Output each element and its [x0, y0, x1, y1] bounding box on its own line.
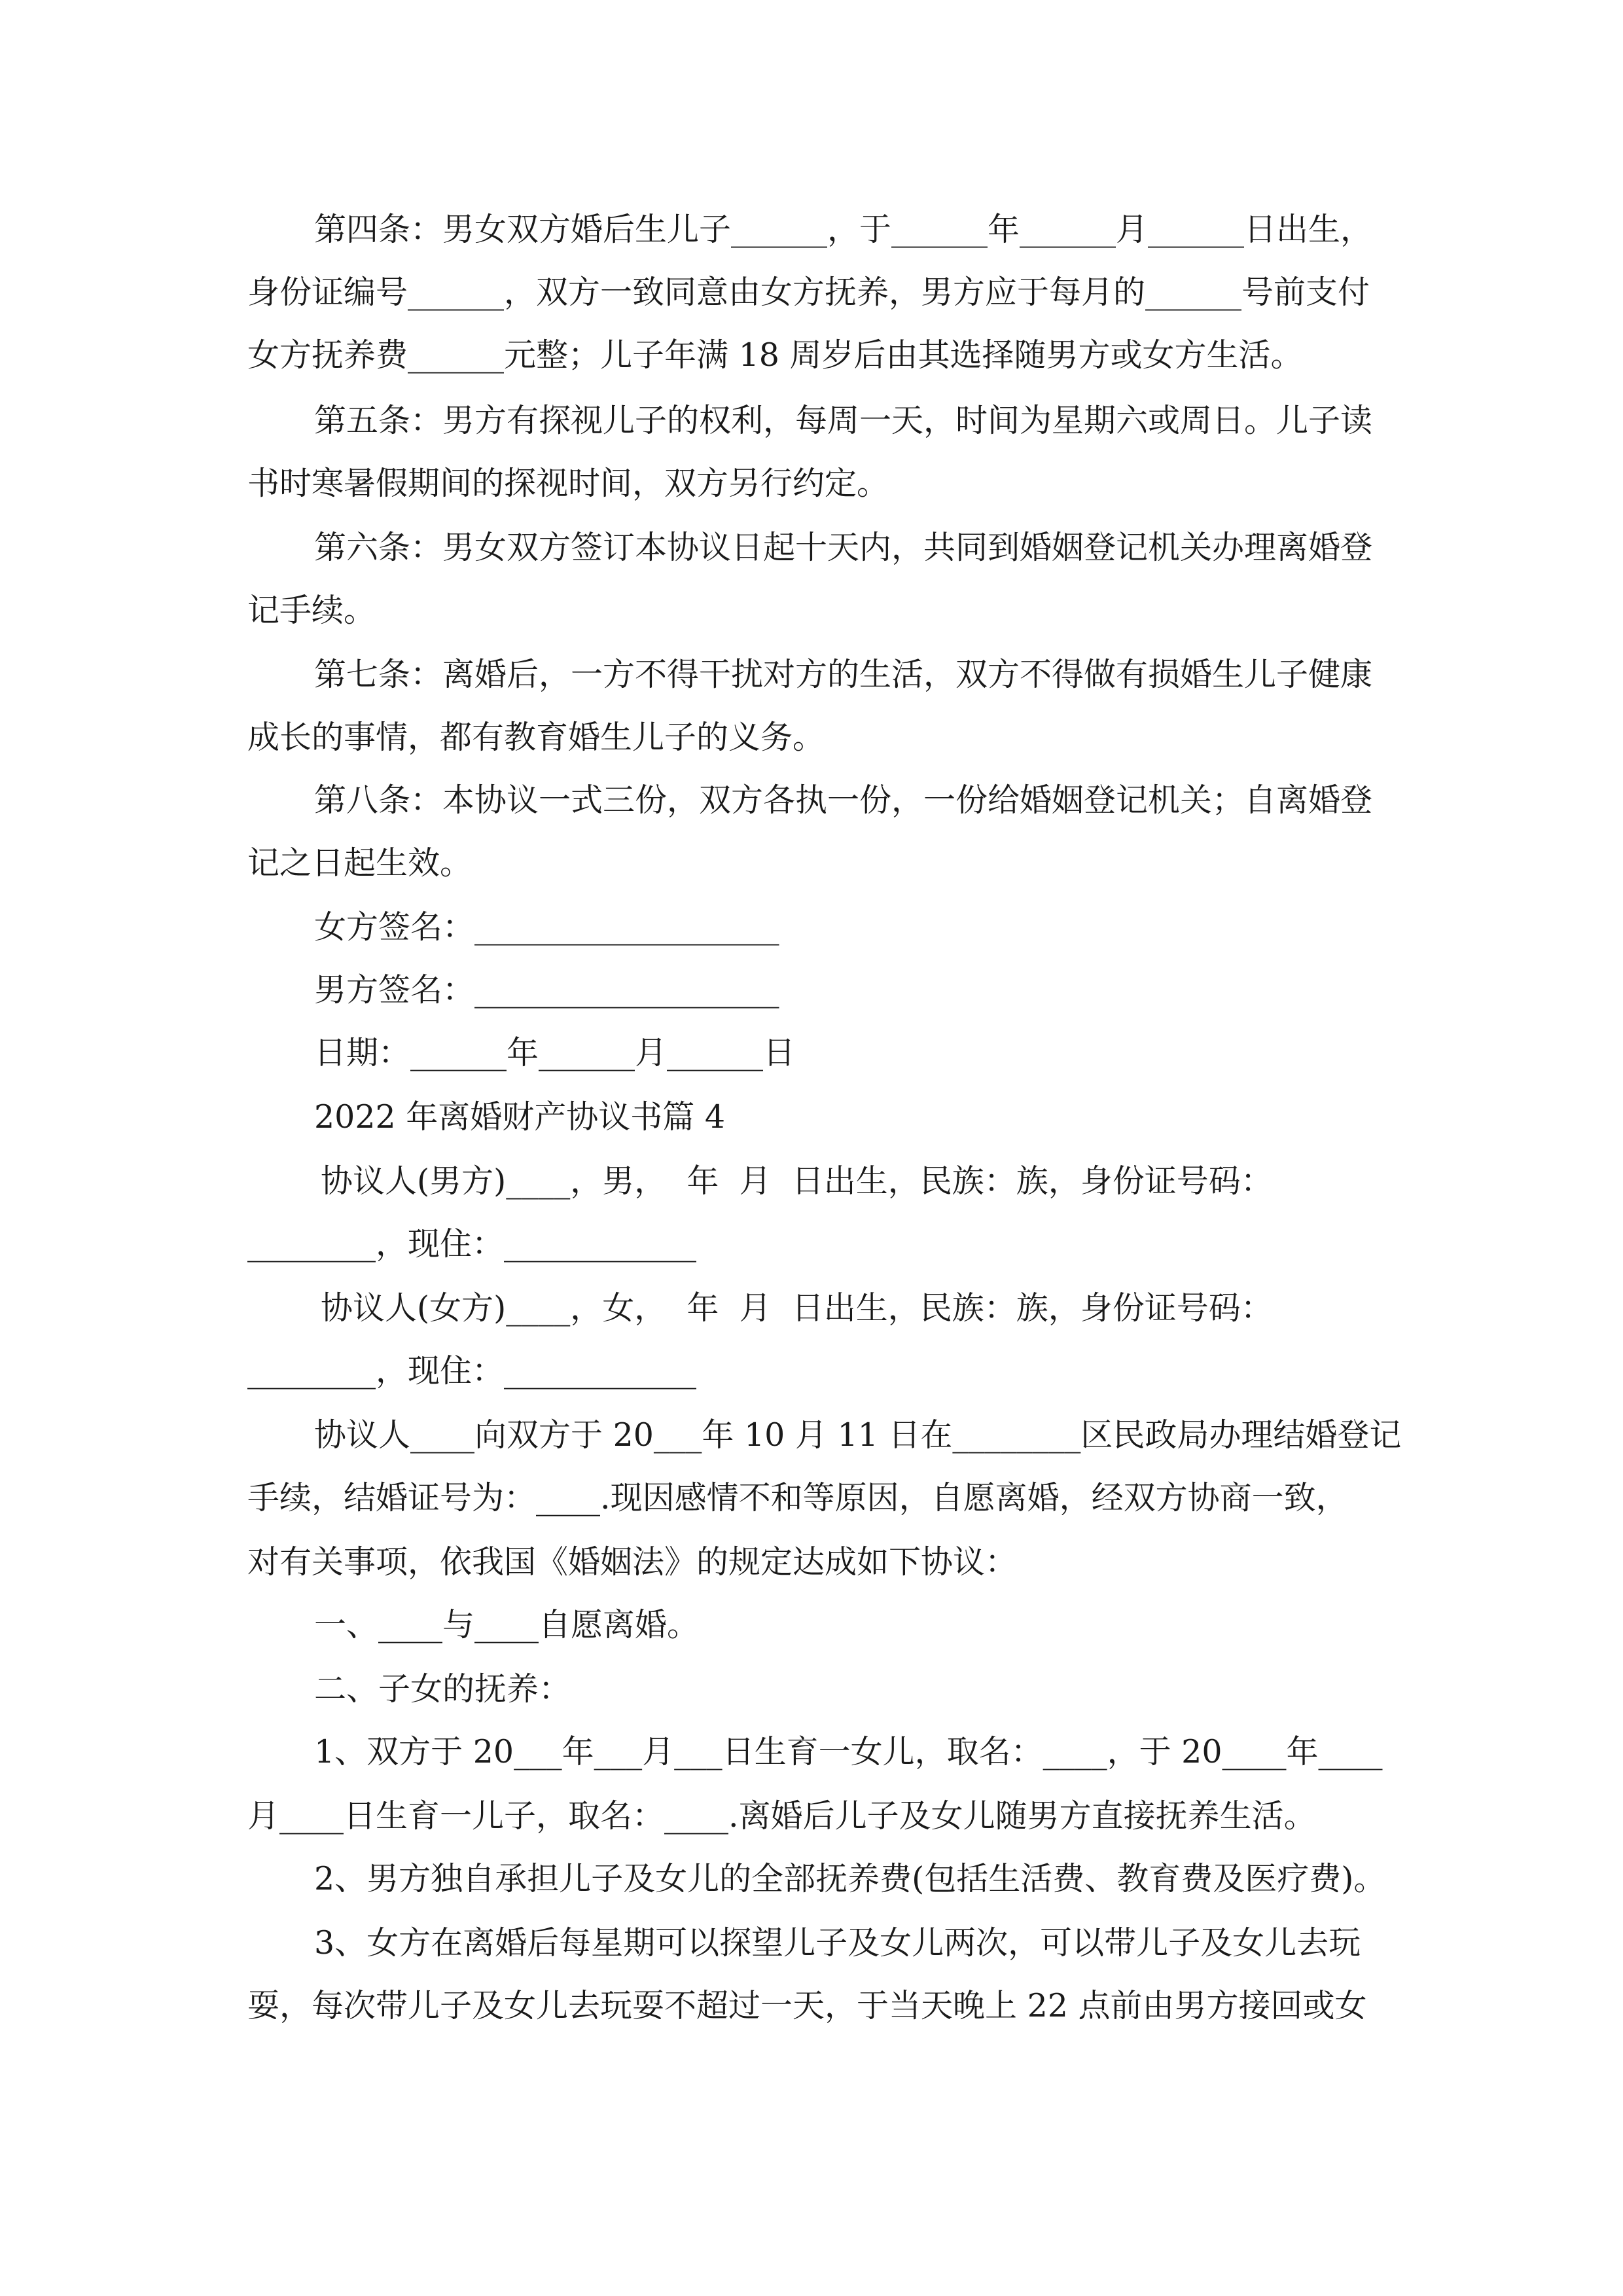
custody-3-line-1: 3、女方在离婚后每星期可以探望儿子及女儿两次，可以带儿子及女儿去玩	[314, 1924, 1361, 1962]
custody-3-line-2: 耍，每次带儿子及女儿去玩耍不超过一天，于当天晚上 22 点前由男方接回或女	[247, 1987, 1367, 2024]
custody-1-line-1: 1、双方于 20___年___月___日生育一女儿，取名：____，于 20____年____	[314, 1733, 1383, 1770]
custody-2-line-1: 2、男方独自承担儿子及女儿的全部抚养费(包括生活费、教育费及医疗费)。	[314, 1860, 1386, 1897]
clause-5-line-1: 第五条：男方有探视儿子的权利，每周一天，时间为星期六或周日。儿子读	[314, 402, 1373, 439]
section-title: 2022 年离婚财产协议书篇 4	[314, 1098, 726, 1136]
female-signature-line: 女方签名：___________________	[314, 908, 779, 946]
clause-6-line-1: 第六条：男女双方签订本协议日起十天内，共同到婚姻登记机关办理离婚登	[314, 529, 1373, 566]
clause-8-line-1: 第八条：本协议一式三份，双方各执一份，一份给婚姻登记机关；自离婚登	[314, 781, 1373, 819]
date-line: 日期：______年______月______日	[314, 1034, 796, 1071]
item-2-heading: 二、子女的抚养：	[314, 1670, 571, 1708]
clause-8-line-2: 记之日起生效。	[247, 844, 473, 882]
clause-7-line-2: 成长的事情，都有教育婚生儿子的义务。	[247, 719, 825, 756]
custody-1-line-2: 月____日生育一儿子，取名：____.离婚后儿子及女儿随男方直接抚养生活。	[247, 1797, 1316, 1835]
clause-4-line-1: 第四条：男女双方婚后生儿子______，于______年______月______日出生，	[314, 211, 1373, 248]
clause-4-line-2: 身份证编号______，双方一致同意由女方抚养，男方应于每月的______号前支付	[247, 274, 1370, 311]
clause-6-line-2: 记手续。	[247, 592, 376, 629]
item-1-divorce: 一、____与____自愿离婚。	[314, 1606, 700, 1643]
clause-7-line-1: 第七条：离婚后，一方不得干扰对方的生活，双方不得做有损婚生儿子健康	[314, 656, 1373, 693]
party-female-line-1: 协议人(女方)____，女， 年 月 日出生，民族：族，身份证号码：	[321, 1289, 1273, 1327]
party-male-line-2: ________，现住：____________	[247, 1225, 697, 1263]
clause-5-line-2: 书时寒暑假期间的探视时间，双方另行约定。	[247, 465, 889, 502]
clause-4-line-3: 女方抚养费______元整；儿子年满 18 周岁后由其选择随男方或女方生活。	[247, 336, 1303, 374]
preamble-line-1: 协议人____向双方于 20___年 10 月 11 日在________区民政局办理结婚登记	[314, 1416, 1402, 1454]
male-signature-line: 男方签名：___________________	[314, 971, 779, 1009]
preamble-line-3: 对有关事项，依我国《婚姻法》的规定达成如下协议：	[247, 1543, 1018, 1581]
preamble-line-2: 手续，结婚证号为：____.现因感情不和等原因，自愿离婚，经双方协商一致，	[247, 1479, 1348, 1516]
party-male-line-1: 协议人(男方)____，男， 年 月 日出生，民族：族，身份证号码：	[321, 1162, 1273, 1200]
party-female-line-2: ________，现住：____________	[247, 1352, 697, 1390]
